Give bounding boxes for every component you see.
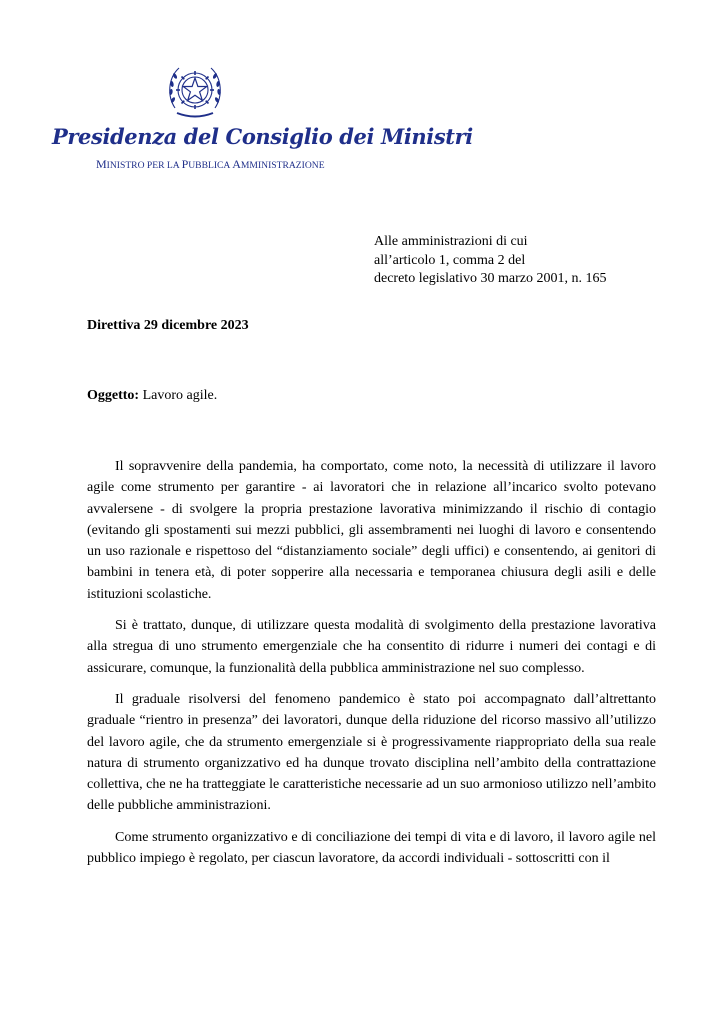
- recipient-block: [374, 233, 607, 289]
- paragraph: Il graduale risolversi del fenomeno pandemico è stato poi accompagnato dall’altrettanto graduale “rientro in presenza” dei lavoratori, dunque della riduzione del ricorso massivo all’utilizzo del lavoro agile, che da strumento emergenziale si è progressivamente riappropriato della sua reale natura di strumento organizzativo ed ha dunque trovato disciplina nell’ambito della contrattazione collettiva, che ne ha tratteggiate le caratteristiche necessarie ad un suo armonioso utilizzo nell’ambito delle pubbliche amministrazioni.: [87, 691, 656, 814]
- paragraph: Il sopravvenire della pandemia, ha comportato, come noto, la necessità di utilizzare il lavoro agile come strumento per garantire - ai lavoratori che in relazione all’incarico svolto potevano avvalersene - di svolgere la propria prestazione lavorativa minimizzando il rischio di contagio (evitando gli spostamenti sui mezzi pubblici, gli assembramenti nei luoghi di lavoro e consentendo un uso razionale e rispettoso del “distanziamento sociale” degli uffici) e consentendo, ai genitori di bambini in tenera età, di poter sopperire alla necessaria e temporanea chiusura degli asili e delle istituzioni scolastiche.: [87, 459, 656, 602]
- subject-label: Oggetto:: [87, 388, 140, 403]
- directive-title: Direttiva 29 dicembre 2023: [87, 318, 249, 333]
- recipient-line: Alle amministrazioni di cui: [374, 234, 528, 249]
- italian-republic-emblem-icon: [165, 56, 225, 122]
- body-text: [87, 456, 656, 879]
- recipient-line: all’articolo 1, comma 2 del: [374, 252, 526, 268]
- paragraph: Come strumento organizzativo e di conciliazione dei tempi di vita e di lavoro, il lavoro agile nel pubblico impiego è regolato, per ciascun lavoratore, da accordi individuali - sottoscritti con il: [87, 829, 656, 867]
- subject-text: Lavoro agile.: [142, 388, 218, 403]
- ministry-name: MINISTRO PER LA PUBBLICA AMMINISTRAZIONE: [96, 157, 325, 171]
- paragraph: Si è trattato, dunque, di utilizzare questa modalità di svolgimento della prestazione lavorativa alla stregua di uno strumento emergenziale che ha consentito di ridurre i numeri dei contagi e di assicurare, comunque, la funzionalità della pubblica amministrazione nel suo complesso.: [87, 618, 656, 676]
- recipient-line: decreto legislativo 30 marzo 2001, n. 165: [374, 271, 607, 286]
- subject-line: [87, 388, 217, 404]
- org-title: Presidenza del Consiglio dei Ministri: [52, 124, 473, 149]
